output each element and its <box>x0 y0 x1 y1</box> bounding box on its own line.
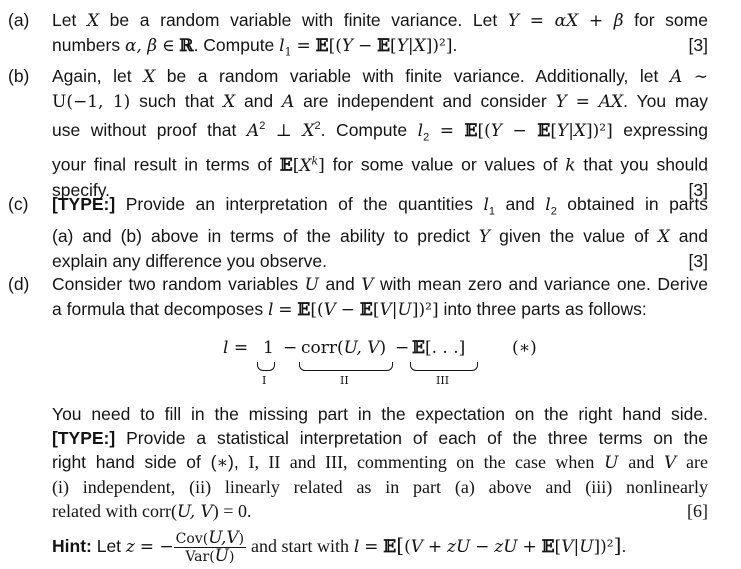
part-d-instructions: You need to fill in the missing part in the expectation on the right hand side. [TYPE:] Provide a statistical interpretation of each of the three terms on the right hand side of (∗), I, II and III, commenting on the case when U and V are (i) independent, (ii) linearly related as in part (a) above and (iii) nonlinearly related with corr(U, V) = 0. [6] Hint: Let z = − $\frac{\text{Cov(U,V)}}{\text{Var(U)}}$ and start with l = 𝔼[(V + zU − zU + 𝔼[V|U])²]. <box>52 404 708 566</box>
part-c-marks: [3] <box>688 250 708 271</box>
hint-label: Hint: <box>52 536 92 557</box>
brace-term-ii <box>299 362 393 371</box>
part-c-text: [TYPE:] Provide an interpretation of the quantities $l_1$ and $l_2$ obtained in parts (a) and (b) above in terms of the ability to predict Y given the value of X and explain any difference you observe. [3] <box>52 194 708 271</box>
brace-label-ii: II <box>340 374 349 387</box>
question-part-d-continued <box>8 402 708 565</box>
hint-line: Hint: Let z = − $\frac{\text{Cov(U,V)}}{\text{Var(U)}}$ and start with l = 𝔼[(V + zU − zU + 𝔼[V|U])²]. <box>52 528 627 566</box>
part-a-text: Let X be a random variable with finite variance. Let Y = αX + β for some numbers α, β ∈ ℝ. Compute $l_1$ = 𝔼[(Y − 𝔼[Y|X])²]. [3] <box>52 10 708 59</box>
decomposition-formula: l = 1 I − corr(U, V) II − 𝔼[. . .] III (∗) <box>223 338 537 387</box>
part-a-marks: [3] <box>688 35 708 55</box>
part-b-text: Again, let X be a random variable with finite variance. Additionally, let A ∼ U(−1, 1) such that X and A are independent and consider Y = AX. You may use without proof that $A^2$ ⊥ $X^2$. Compute $l_2$ = 𝔼[(Y − 𝔼[Y|X])²] expressing your final result in terms of $𝔼[X^k]$ for some value or values of k that you should specify. [3] <box>52 66 709 200</box>
equation-tag: (∗) <box>512 338 537 358</box>
brace-label-iii: III <box>436 374 450 387</box>
part-a-label: (a) <box>8 10 30 30</box>
part-b-marks: [3] <box>688 179 708 200</box>
brace-label-i: I <box>262 374 267 387</box>
part-d-instruction: You need to fill in the missing part in the expectation on the right hand side. <box>52 404 708 424</box>
part-c-label: (c) <box>8 194 29 214</box>
part-d-label: (d) <box>8 274 30 294</box>
question-part-c <box>8 192 708 273</box>
question-part-a <box>8 8 708 65</box>
brace-term-i <box>257 362 275 371</box>
part-b-label: (b) <box>8 66 30 86</box>
question-part-d <box>8 272 708 322</box>
brace-term-iii <box>410 362 478 371</box>
part-d-marks: [6] <box>687 501 708 521</box>
part-d-type-tag: [TYPE:] <box>52 428 116 448</box>
part-c-type-tag: [TYPE:] <box>52 194 116 214</box>
question-part-b <box>8 64 708 202</box>
part-d-text: Consider two random variables U and V with mean zero and variance one. Derive a formula that decomposes l = 𝔼[(V − 𝔼[V|U])²] into three parts as follows: <box>52 274 708 320</box>
